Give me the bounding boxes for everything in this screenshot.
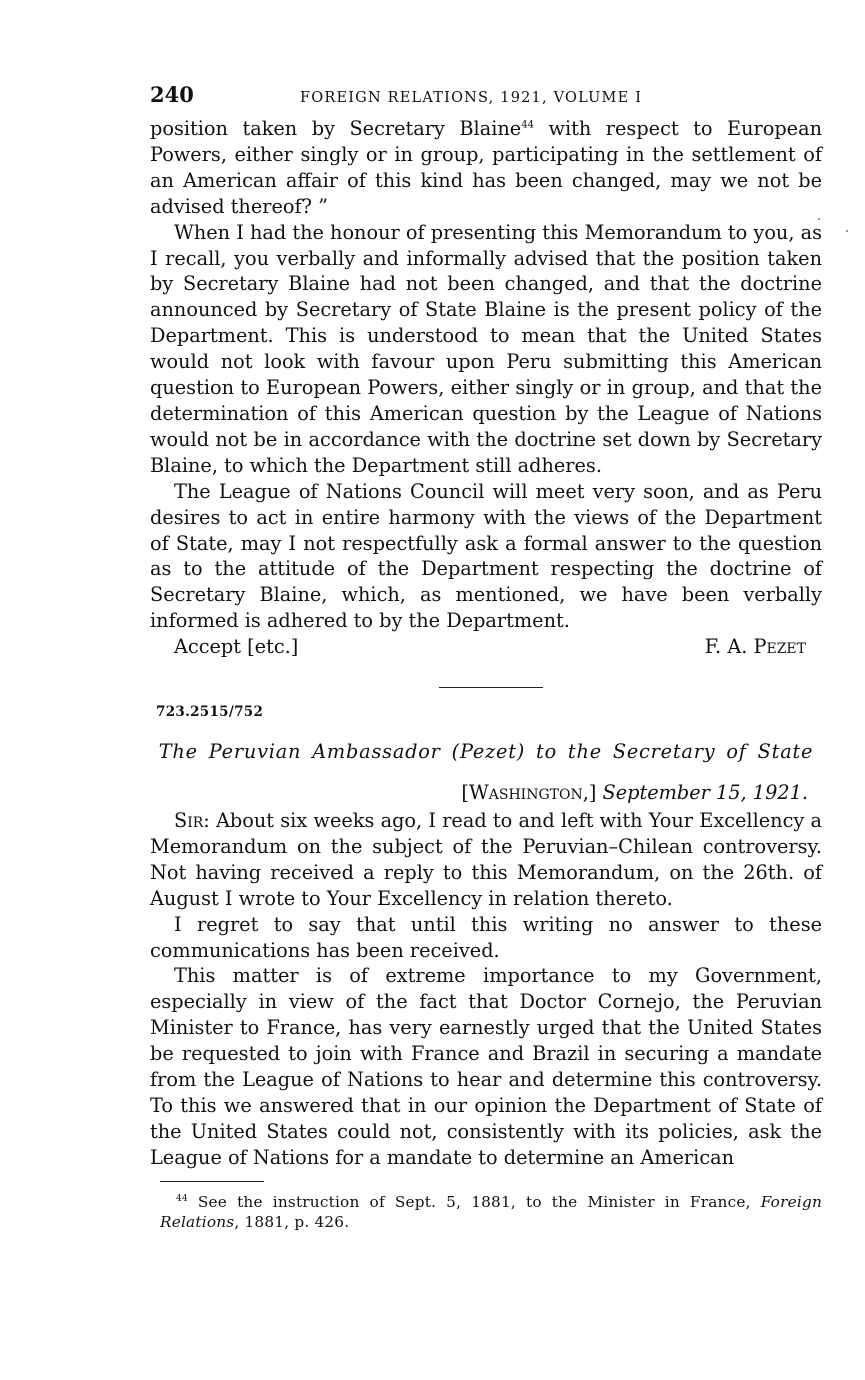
footnote-text-a: See the instruction of Sept. 5, 1881, to the Minister in France, [187,1192,761,1211]
dateline [150,781,822,804]
page-header [150,82,822,116]
page [150,82,822,1232]
closing-line [150,634,822,660]
dateline-open: [ [461,781,469,805]
letter-paragraph-2: I regret to say that until this writing no answer to these communications has been received. [150,912,822,962]
continuation-paragraph-1 [150,116,822,220]
document-title: The Peruvian Ambassador (Pezet) to the Secretary of State [158,740,814,764]
letter-paragraph-1 [150,808,822,912]
footnote-divider [160,1181,264,1182]
complimentary-close: Accept [etc.] [174,635,299,659]
continuation-paragraph-2: When I had the honour of presenting this Memorandum to you, as I recall, you verbally and informally advised that the position taken by Secretary Blaine had not been changed, and that the doctrine announced by Secretary of State Blaine is the present policy of the Department. This is understood to mean that the United States would not look with favour upon Peru submitting this American question to European Powers, either singly or in group, and that the determination of this American question by the League of Nations would not be in accordance with the doctrine set down by Secretary Blaine, to which the Department still adheres. [150,220,822,477]
dateline-place: Washington [468,781,583,805]
section-divider [439,687,543,688]
footnote-reference: 44 [521,119,534,131]
page-number: 240 [150,82,194,107]
dateline-close: ,] [582,781,603,805]
letter-paragraph-3: This matter is of extreme importance to my Government, especially in view of the fact that Doctor Cornejo, the Peruvian Minister to France, has very earnestly urged that the United States be requested to join with France and Brazil in securing a mandate from the League of Nations to hear and determine this controversy. To this we answered that in our opinion the Department of State of the United States could not, consistently with its policies, ask the League of Nations for a mandate to determine an American [150,964,822,1169]
continuation-text-b: with respect to European Powers, either singly or in group, participating in the settlement of an American affair of this kind has been changed, may we not be advised thereof? ” [150,117,822,218]
continuation-paragraph-3: The League of Nations Council will meet very soon, and as Peru desires to act in entire harmony with the views of the Department of State, may I not respectfully ask a formal answer to the question as to the attitude of the Department respecting the doctrine of Secretary Blaine, which, as mentioned, we have been verbally informed is adhered to by the Department. [150,479,822,633]
running-head: FOREIGN RELATIONS, 1921, VOLUME I [300,90,643,106]
file-number: 723.2515/752 [156,704,264,721]
footnote-citation: Foreign Relations [160,1192,822,1231]
footnote-mark: 44 [176,1193,188,1204]
footnote-text-b: , 1881, p. 426. [234,1212,350,1231]
continuation-text-a: position taken by Secretary Blaine [150,117,522,140]
footnote [160,1192,822,1232]
scan-speck [818,218,820,220]
letter-paragraph-1-text: : About six weeks ago, I read to and left with Your Excellency a Memorandum on the subject of the Peruvian–Chilean controversy. Not having received a reply to this Memorandum, on the 26th. of August I wrote to Your Excellency in relation thereto. [150,809,822,910]
dateline-date: September 15, 1921. [602,781,808,805]
signature [705,634,806,660]
signature-surname: Pezet [753,635,806,659]
salutation: Sir [174,809,204,833]
signature-initials: F. A. [704,635,754,659]
scan-speck [846,230,848,232]
